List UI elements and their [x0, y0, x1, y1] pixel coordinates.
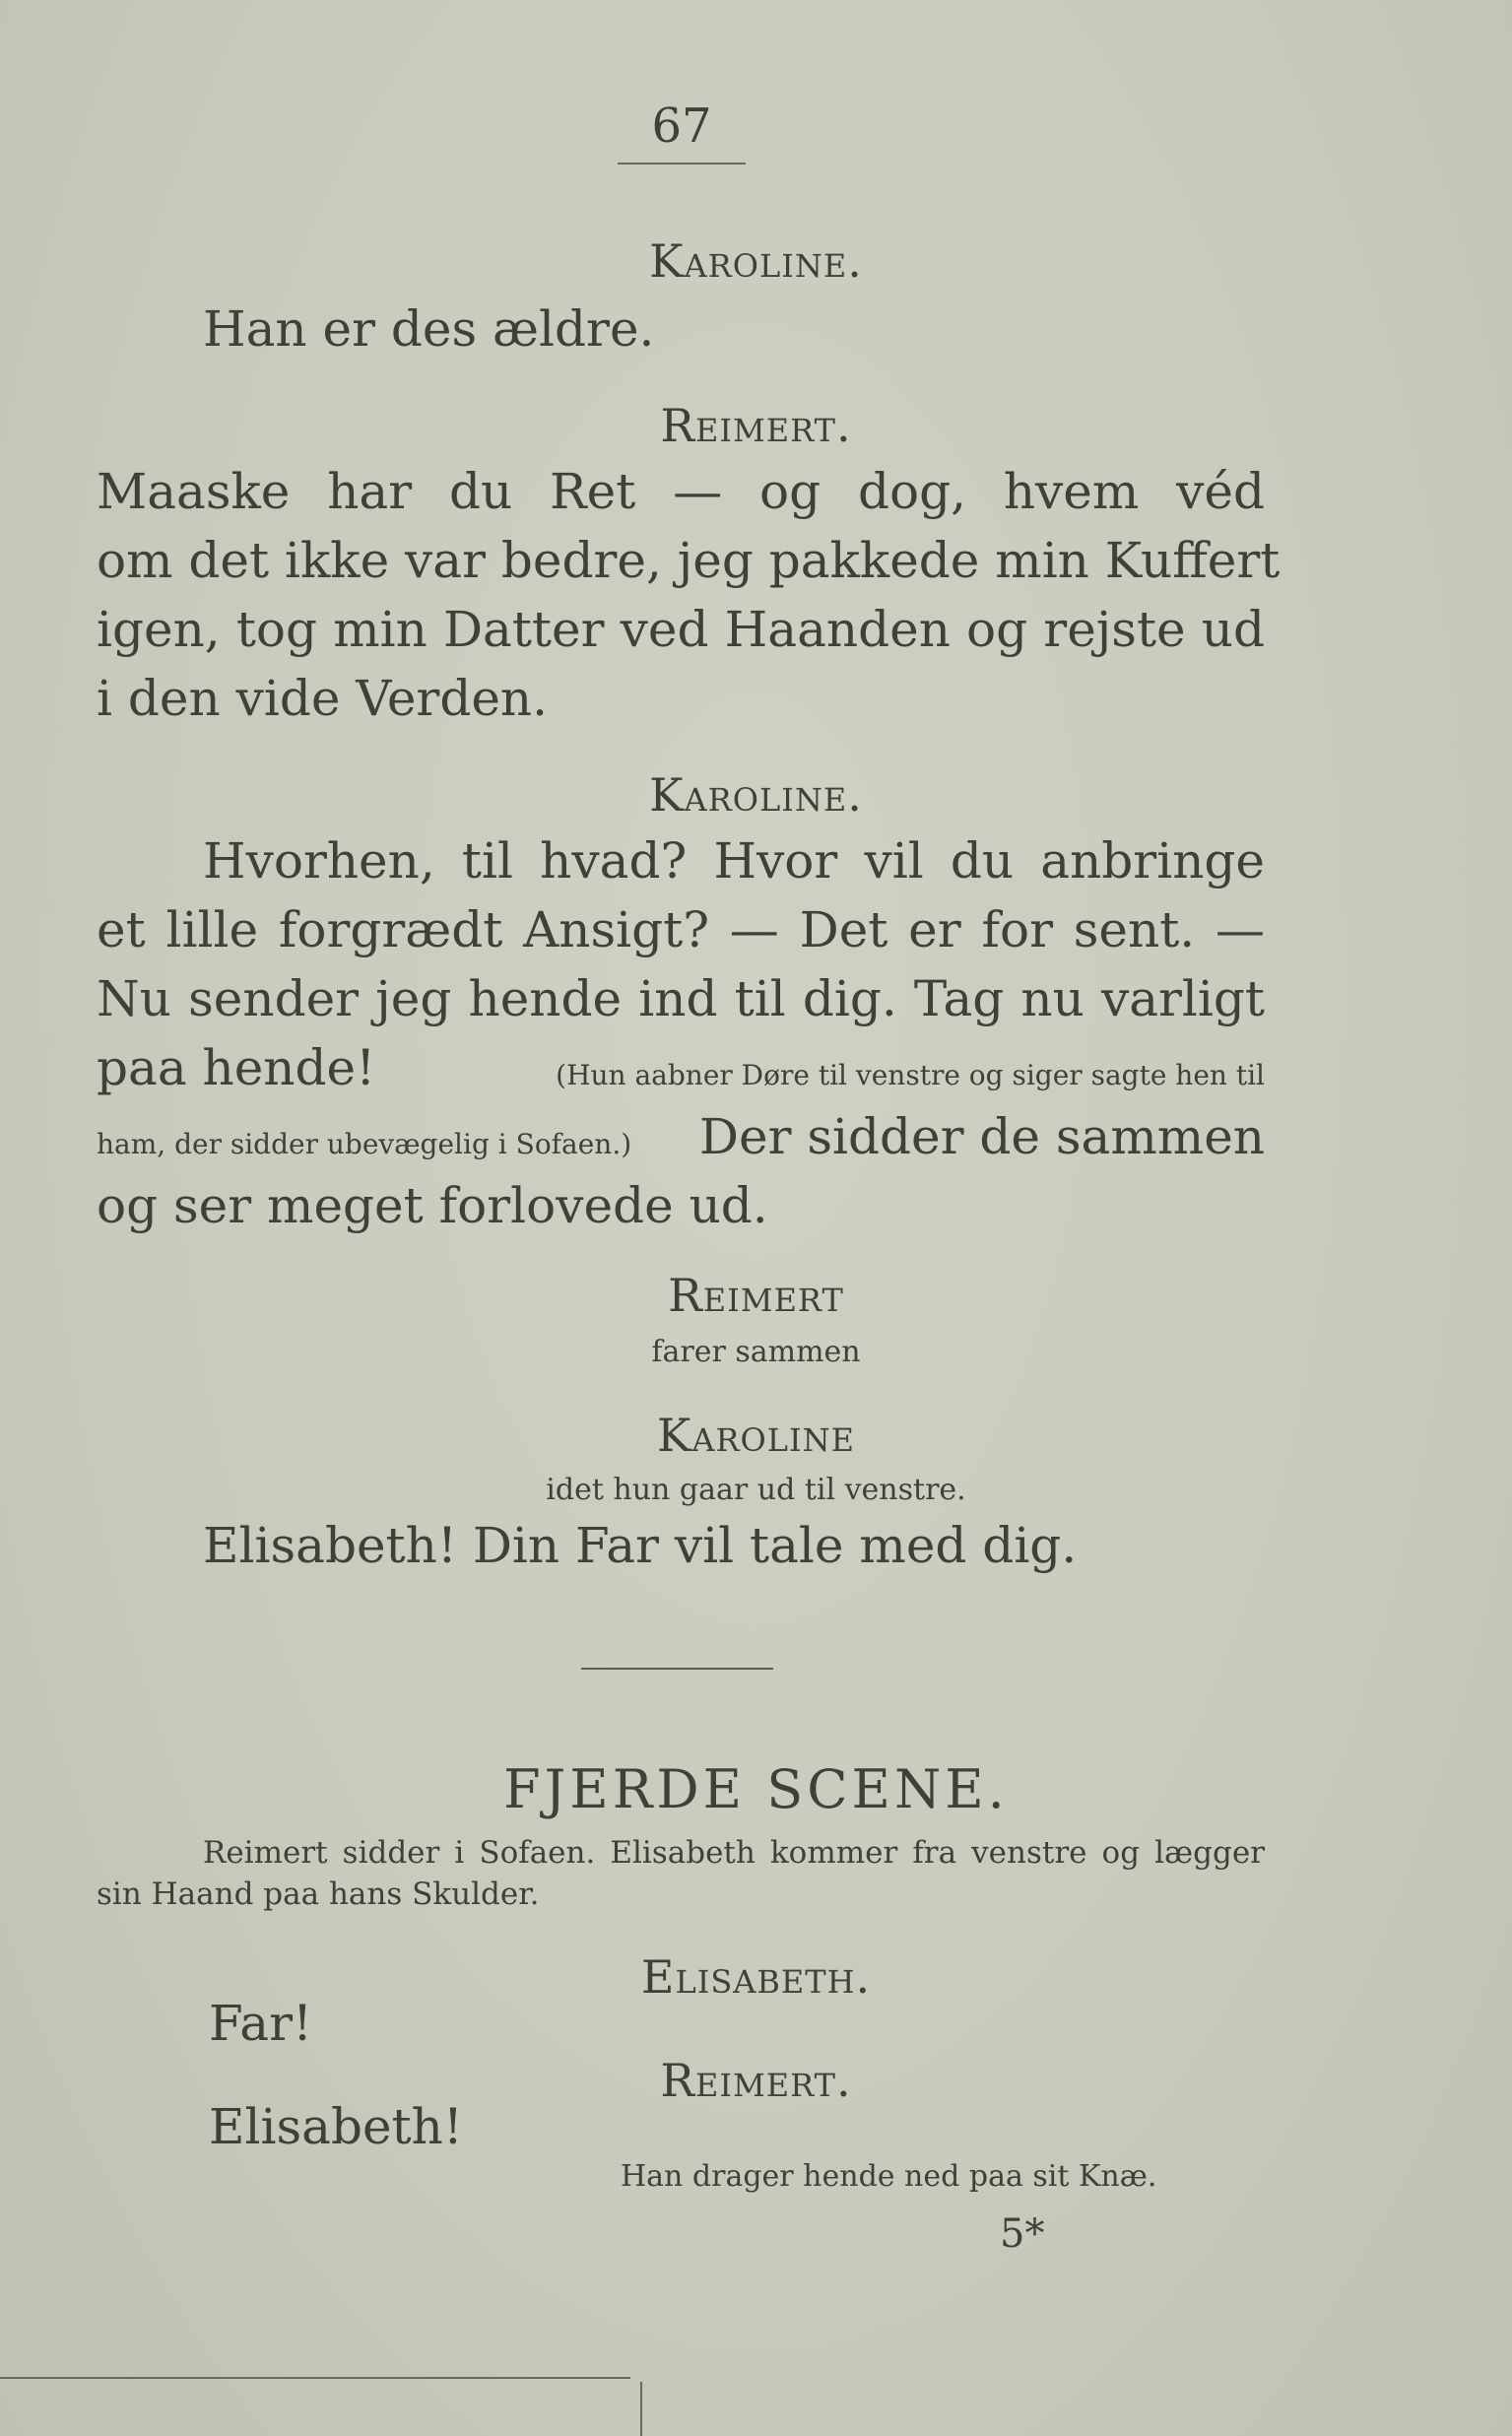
dialogue-line: igen, tog min Datter ved Haanden og rejste ud [97, 601, 1265, 658]
dialogue-line: og ser meget forlovede ud. [97, 1177, 768, 1234]
dialogue-line: Elisabeth! Din Far vil tale med dig. [203, 1517, 1078, 1574]
section-separator [581, 1668, 773, 1670]
dialogue-fragment: paa hende! [97, 1039, 376, 1096]
speaker-karoline-2: Karoline. [649, 768, 863, 822]
speaker-reimert-1: Reimert. [660, 399, 852, 452]
stage-direction: (Hun aabner Døre til venstre og siger sagte hen til [556, 1059, 1265, 1091]
stage-direction: idet hun gaar ud til venstre. [546, 1473, 966, 1507]
bottom-edge-rule [0, 2377, 630, 2379]
speaker-reimert-2: Reimert [668, 1269, 844, 1322]
mixed-line [97, 1039, 1265, 1096]
scene-title: FJERDE SCENE. [503, 1758, 1009, 1820]
scene-direction: sin Haand paa hans Skulder. [97, 1876, 540, 1912]
dialogue-line: om det ikke var bedre, jeg pakkede min Kuffert [97, 532, 1281, 589]
speaker-karoline-3: Karoline [656, 1409, 856, 1462]
scene-direction: Reimert sidder i Sofaen. Elisabeth kommer fra venstre og lægger [203, 1835, 1265, 1871]
mixed-line [97, 1108, 1265, 1165]
speaker-elisabeth: Elisabeth. [640, 1950, 872, 2004]
stage-direction: Han drager hende ned paa sit Knæ. [621, 2159, 1157, 2194]
signature-mark: 5* [1000, 2211, 1045, 2257]
dialogue-line: Han er des ældre. [203, 300, 655, 358]
dialogue-line: Nu sender jeg hende ind til dig. Tag nu varligt [97, 970, 1265, 1027]
speaker-reimert-3: Reimert. [660, 2054, 852, 2107]
bottom-edge-tick [640, 2382, 642, 2436]
dialogue-line: i den vide Verden. [97, 670, 549, 727]
dialogue-line: et lille forgrædt Ansigt? — Det er for sent. — [97, 901, 1265, 958]
dialogue-line: Hvorhen, til hvad? Hvor vil du anbringe [203, 832, 1265, 889]
stage-direction: ham, der sidder ubevægelig i Sofaen.) [97, 1128, 632, 1160]
page-number-rule [618, 163, 746, 165]
dialogue-line: Far! [209, 1995, 313, 2052]
speaker-karoline-1: Karoline. [649, 234, 863, 288]
dialogue-line: Elisabeth! [209, 2098, 463, 2155]
stage-direction: farer sammen [651, 1335, 861, 1369]
dialogue-line: Maaske har du Ret — og dog, hvem véd [97, 463, 1265, 520]
dialogue-fragment: Der sidder de sammen [698, 1108, 1265, 1165]
page-number: 67 [651, 99, 712, 154]
